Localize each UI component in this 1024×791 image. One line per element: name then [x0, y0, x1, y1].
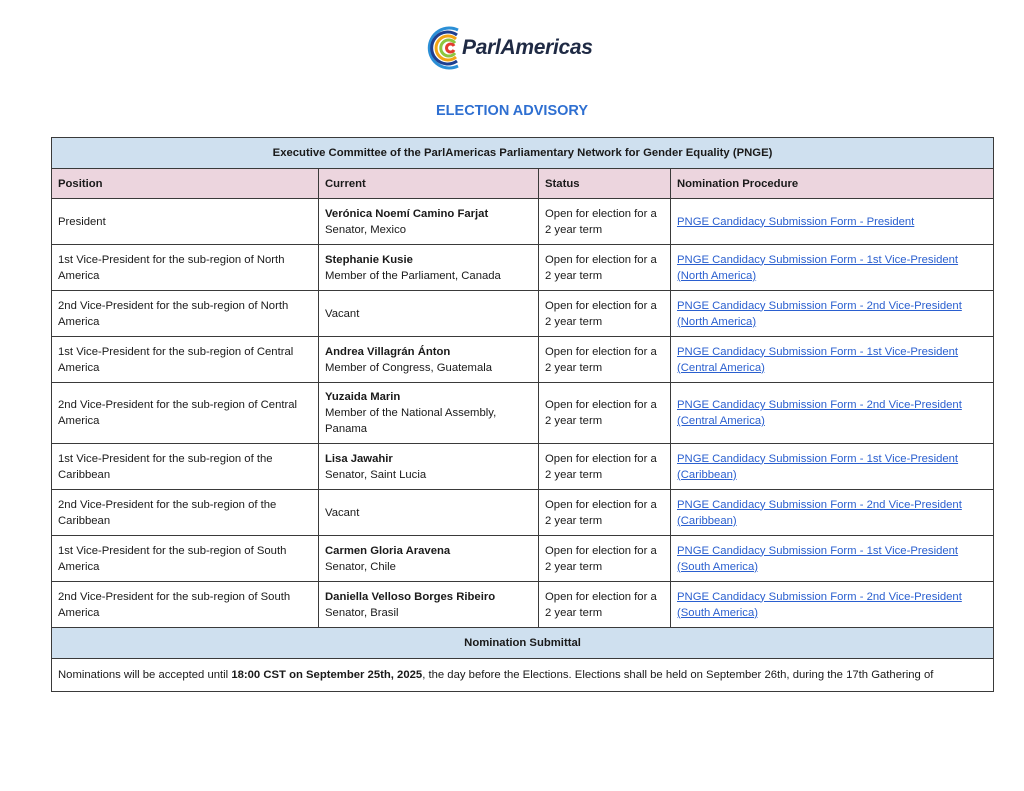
current-cell [319, 490, 539, 536]
header-nomination-procedure: Nomination Procedure [671, 169, 994, 199]
current-cell [319, 582, 539, 628]
nomination-cell [671, 444, 994, 490]
incumbent-name: Verónica Noemí Camino Farjat [325, 207, 489, 220]
incumbent-name: Andrea Villagrán Ánton [325, 345, 451, 358]
nomination-cell [671, 337, 994, 383]
position-cell: 1st Vice-President for the sub-region of North America [52, 245, 319, 291]
submittal-deadline: 18:00 CST on September 25th, 2025 [231, 669, 423, 681]
status-cell: Open for election for a 2 year term [539, 383, 671, 444]
current-cell [319, 245, 539, 291]
position-cell: 2nd Vice-President for the sub-region of the Caribbean [52, 490, 319, 536]
table-row [52, 337, 994, 383]
table-row [52, 245, 994, 291]
current-cell [319, 337, 539, 383]
status-cell: Open for election for a 2 year term [539, 490, 671, 536]
status-cell: Open for election for a 2 year term [539, 337, 671, 383]
status-cell: Open for election for a 2 year term [539, 199, 671, 245]
status-cell: Open for election for a 2 year term [539, 536, 671, 582]
incumbent-role: Member of Congress, Guatemala [325, 361, 493, 374]
nomination-cell [671, 199, 994, 245]
incumbent-role: Senator, Mexico [325, 223, 407, 236]
current-cell [319, 536, 539, 582]
nomination-cell [671, 291, 994, 337]
position-cell: 1st Vice-President for the sub-region of the Caribbean [52, 444, 319, 490]
table-row [52, 444, 994, 490]
incumbent-role: Senator, Chile [325, 560, 396, 573]
candidacy-form-link[interactable]: PNGE Candidacy Submission Form - 2nd Vice-President (Central America) [677, 399, 962, 427]
submittal-text-pre: Nominations will be accepted until [58, 669, 232, 681]
nomination-cell [671, 536, 994, 582]
incumbent-name: Yuzaida Marin [325, 391, 401, 403]
nomination-cell [671, 245, 994, 291]
incumbent-role: Vacant [325, 506, 360, 519]
candidacy-form-link[interactable]: PNGE Candidacy Submission Form - 2nd Vice-President (South America) [677, 590, 962, 619]
table-header-row [52, 169, 994, 199]
candidacy-form-link[interactable]: PNGE Candidacy Submission Form - 2nd Vice-President (Caribbean) [677, 498, 962, 527]
header-current: Current [319, 169, 539, 199]
page-title: ELECTION ADVISORY [436, 103, 588, 119]
nomination-cell [671, 490, 994, 536]
header-position: Position [52, 169, 319, 199]
incumbent-role: Vacant [325, 307, 360, 320]
position-cell: 1st Vice-President for the sub-region of Central America [52, 337, 319, 383]
status-cell: Open for election for a 2 year term [539, 582, 671, 628]
incumbent-name: Lisa Jawahir [325, 452, 393, 465]
table-row [52, 582, 994, 628]
incumbent-name: Carmen Gloria Aravena [325, 544, 451, 557]
candidacy-form-link[interactable]: PNGE Candidacy Submission Form - 1st Vice-President (Caribbean) [677, 452, 959, 481]
nomination-cell [671, 582, 994, 628]
current-cell [319, 199, 539, 245]
incumbent-name: Stephanie Kusie [325, 253, 413, 266]
nomination-cell [671, 383, 994, 444]
status-cell: Open for election for a 2 year term [539, 291, 671, 337]
election-table [51, 137, 994, 692]
status-cell: Open for election for a 2 year term [539, 245, 671, 291]
submittal-text-post: , the day before the Elections. Elections shall be held on September 26th, during the 17th Gathering of [422, 669, 934, 681]
submittal-heading-row [52, 628, 994, 659]
header-status: Status [539, 169, 671, 199]
candidacy-form-link[interactable]: PNGE Candidacy Submission Form - 1st Vice-President (Central America) [677, 345, 959, 374]
position-cell: 2nd Vice-President for the sub-region of North America [52, 291, 319, 337]
table-row [52, 383, 994, 444]
table-row [52, 536, 994, 582]
incumbent-role: Member of the National Assembly, Panama [325, 407, 497, 435]
logo-wordmark: ParlAmericas [462, 36, 593, 59]
candidacy-form-link[interactable]: PNGE Candidacy Submission Form - 1st Vice-President (North America) [677, 253, 959, 282]
candidacy-form-link[interactable]: PNGE Candidacy Submission Form - 2nd Vice-President (North America) [677, 299, 962, 328]
table-row [52, 291, 994, 337]
submittal-text [52, 659, 994, 692]
table-banner: Executive Committee of the ParlAmericas Parliamentary Network for Gender Equality (PNGE) [52, 138, 994, 169]
parlamericas-logo [424, 24, 593, 72]
incumbent-role: Member of the Parliament, Canada [325, 269, 501, 282]
incumbent-name: Daniella Velloso Borges Ribeiro [325, 590, 496, 603]
incumbent-role: Senator, Saint Lucia [325, 468, 427, 481]
table-row [52, 490, 994, 536]
candidacy-form-link[interactable]: PNGE Candidacy Submission Form - 1st Vice-President (South America) [677, 544, 959, 573]
position-cell: 2nd Vice-President for the sub-region of Central America [52, 383, 319, 444]
status-cell: Open for election for a 2 year term [539, 444, 671, 490]
submittal-row [52, 659, 994, 692]
current-cell [319, 291, 539, 337]
current-cell [319, 383, 539, 444]
submittal-heading: Nomination Submittal [52, 628, 994, 659]
position-cell: 2nd Vice-President for the sub-region of South America [52, 582, 319, 628]
table-banner-row [52, 138, 994, 169]
table-row [52, 199, 994, 245]
position-cell: 1st Vice-President for the sub-region of South America [52, 536, 319, 582]
parlamericas-logo-mark [424, 24, 460, 72]
candidacy-form-link[interactable]: PNGE Candidacy Submission Form - President [677, 215, 915, 228]
current-cell [319, 444, 539, 490]
incumbent-role: Senator, Brasil [325, 606, 399, 619]
position-cell: President [52, 199, 319, 245]
